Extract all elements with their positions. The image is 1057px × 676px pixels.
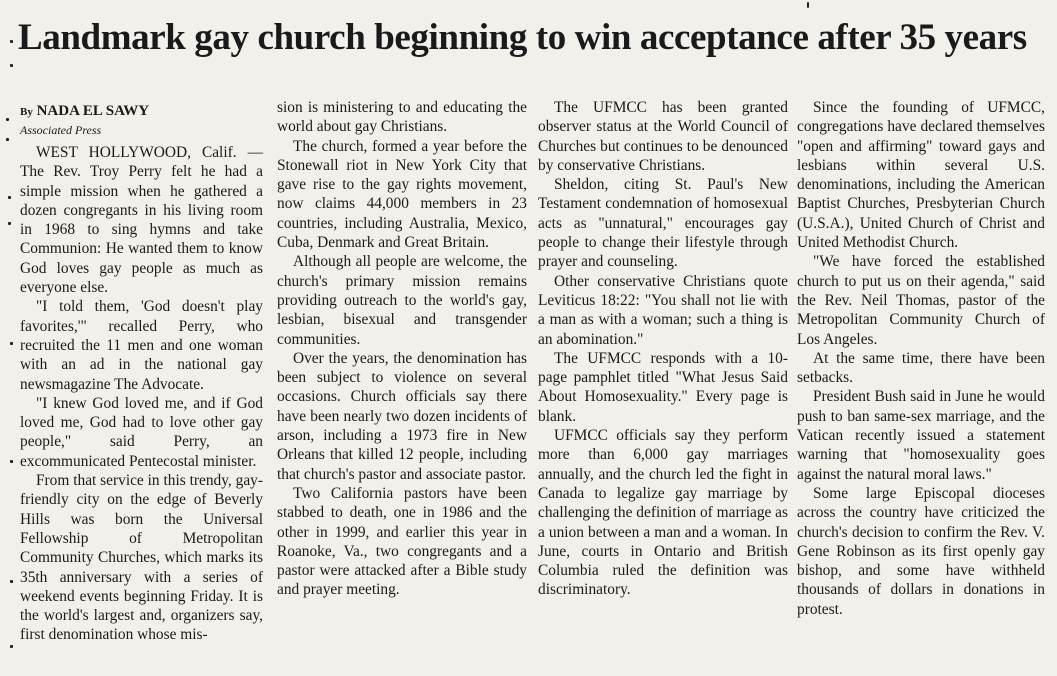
paragraph: UFMCC officials say they perform more than 6,000 gay marriages annually, and the church led the fight in Canada to legalize gay marriage by challenging the definition of marriage as a union between a man and a woman. In June, courts in Ontario and British Columbia ruled the definition was discriminatory. bbox=[538, 427, 789, 599]
paragraph: "I told them, 'God doesn't play favorites,'" recalled Perry, who recruited the 11 men and one woman with an ad in the national gay newsmagazine The Advocate. bbox=[20, 298, 263, 393]
paragraph: Other conservative Christians quote Leviticus 18:22: "You shall not lie with a man as with a woman; such a thing is an abomination." bbox=[538, 272, 788, 348]
scan-speck bbox=[8, 222, 11, 225]
column-4 bbox=[797, 98, 1045, 619]
scan-speck bbox=[8, 196, 11, 199]
headline: Landmark gay church beginning to win acceptance after 35 years bbox=[18, 17, 1027, 58]
paragraph: Two California pastors have been stabbed to death, one in 1986 and the other in 1999, and earlier this year in Roanoke, Va., two congregants and a pastor were attacked after a Bible study and prayer meeting. bbox=[277, 484, 527, 599]
scan-speck bbox=[6, 118, 9, 121]
column-2 bbox=[277, 98, 527, 600]
scan-speck bbox=[6, 138, 9, 141]
scan-speck bbox=[10, 342, 13, 345]
byline-author: NADA EL SAWY bbox=[36, 103, 150, 119]
paragraph: At the same time, there have been setbacks. bbox=[797, 349, 1045, 387]
paragraph: The UFMCC has been granted observer status at the World Council of Churches but continues to be denounced by conservative Christians. bbox=[538, 99, 788, 174]
paragraph: From that service in this trendy, gay-friendly city on the edge of Beverly Hills was born the Universal Fellowship of Metropolitan Community Churches, which marks its 35th anniversary with a series of weekend events beginning Friday. It is the world's largest and, organizers say, first denomination whose mis- bbox=[20, 472, 263, 644]
scan-speck bbox=[10, 64, 13, 67]
scan-speck bbox=[10, 40, 13, 43]
byline-agency: Associated Press bbox=[20, 123, 102, 137]
paragraph: Although all people are welcome, the church's primary mission remains providing outreach to the world's gay, lesbian, bisexual and transgender communities. bbox=[277, 253, 527, 348]
paragraph: Over the years, the denomination has been subject to violence on several occasions. Church officials say there have been nearly two dozen incidents of arson, including a 1973 fire in New Orleans that killed 12 people, including that church's pastor and associate pastor. bbox=[277, 349, 527, 483]
paragraph: "I knew God loved me, and if God loved me, God had to love other gay people," said Perry, an excommunicated Pentecostal minister. bbox=[20, 394, 263, 470]
paragraph: sion is ministering to and educating the world about gay Christians. bbox=[277, 99, 527, 136]
paragraph: President Bush said in June he would push to ban same-sex marriage, and the Vatican recently issued a statement warning that "homosexuality goes against the natural moral laws." bbox=[797, 388, 1045, 483]
paragraph: "We have forced the established church to put us on their agenda," said the Rev. Neil Thomas, pastor of the Metropolitan Community Church of Los Angeles. bbox=[797, 253, 1045, 348]
scan-speck bbox=[807, 2, 809, 8]
paragraph: WEST HOLLYWOOD, Calif. — The Rev. Troy Perry felt he had a simple mission when he gathered a dozen congregants in his living room in 1968 to sing hymns and take Communion: He wanted them to know God loves gay people as much as everyone else. bbox=[20, 144, 263, 297]
paragraph: Sheldon, citing St. Paul's New Testament condemnation of homosexual acts as "unnatural," encourages gay people to change their lifestyle through prayer and counseling. bbox=[538, 176, 788, 271]
scan-speck bbox=[10, 580, 13, 583]
column-3 bbox=[538, 98, 788, 600]
byline-prefix: By bbox=[20, 106, 33, 118]
paragraph: The UFMCC responds with a 10-page pamphlet titled "What Jesus Said About Homosexuality." Every page is blank. bbox=[538, 349, 788, 425]
scan-speck bbox=[10, 460, 13, 463]
paragraph: Some large Episcopal dioceses across the country have criticized the church's decision to confirm the Rev. V. Gene Robinson as its first openly gay bishop, and some have withheld thousands of dollars in donations in protest. bbox=[797, 484, 1045, 618]
column-1 bbox=[20, 102, 263, 645]
byline bbox=[20, 102, 263, 122]
paragraph: The church, formed a year before the Stonewall riot in New York City that gave rise to the gay rights movement, now claims 44,000 members in 23 countries, including Australia, Mexico, Cuba, Denmark and Great Britain. bbox=[277, 137, 527, 252]
scan-speck bbox=[10, 645, 13, 648]
paragraph: Since the founding of UFMCC, congregations have declared themselves "open and affirming" toward gays and lesbians within several U.S. denominations, including the American Baptist Churches, Presbyterian Church (U.S.A.), United Church of Christ and United Methodist Church. bbox=[797, 99, 1045, 252]
